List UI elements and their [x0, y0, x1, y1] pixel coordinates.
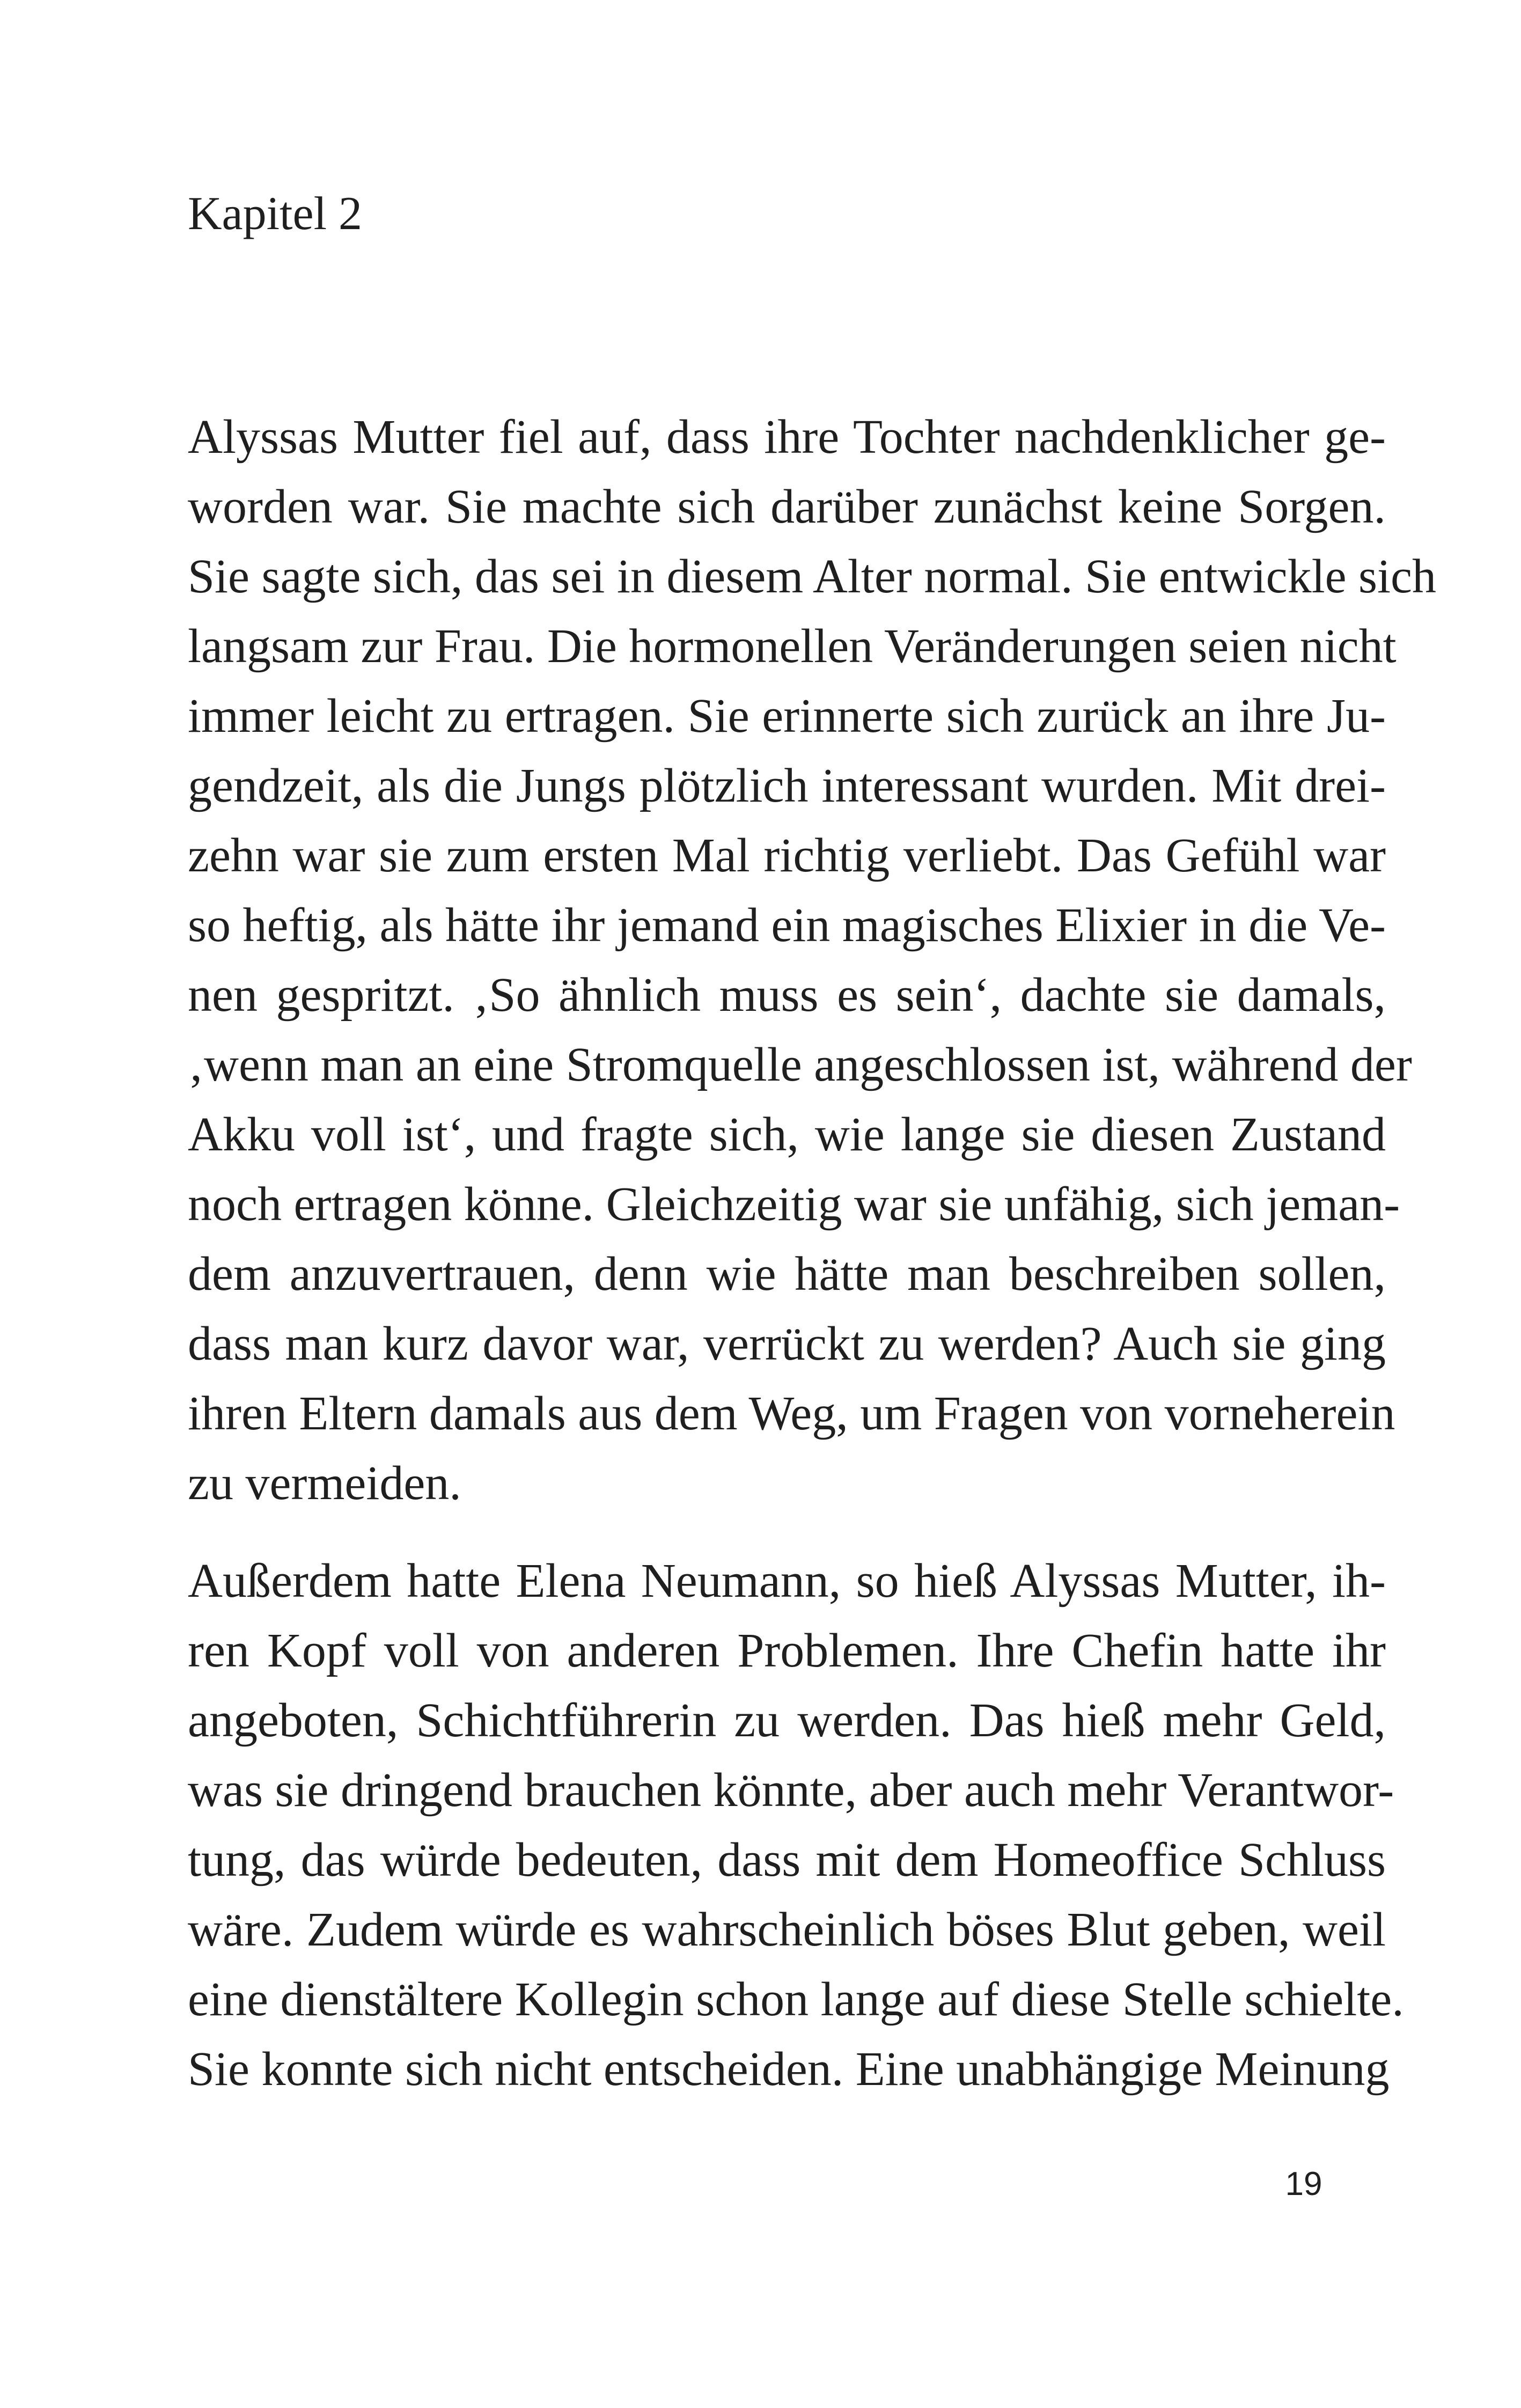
text-line: was sie dringend brauchen könnte, aber auch mehr Verantwor-: [188, 1764, 1394, 1817]
text-line: angeboten, Schichtführerin zu werden. Das hieß mehr Geld,: [188, 1694, 1386, 1747]
text-line: immer leicht zu ertragen. Sie erinnerte sich zurück an ihre Ju-: [188, 689, 1386, 743]
text-line: eine dienstältere Kollegin schon lange auf diese Stelle schielte.: [188, 1973, 1404, 2026]
text-line: dass man kurz davor war, verrückt zu werden? Auch sie ging: [188, 1317, 1386, 1370]
text-line: Außerdem hatte Elena Neumann, so hieß Alyssas Mutter, ih-: [188, 1554, 1386, 1607]
text-line: ‚wenn man an eine Stromquelle angeschlossen ist, während der: [188, 1038, 1412, 1091]
text-line: ren Kopf voll von anderen Problemen. Ihre Chefin hatte ihr: [188, 1624, 1386, 1677]
text-line: gendzeit, als die Jungs plötzlich interessant wurden. Mit drei-: [188, 759, 1386, 812]
text-line: worden war. Sie machte sich darüber zunächst keine Sorgen.: [188, 480, 1386, 533]
paragraph-1: [188, 402, 1436, 1518]
text-line: nen gespritzt. ‚So ähnlich muss es sein‘, dachte sie damals,: [188, 968, 1386, 1022]
text-line: Alyssas Mutter fiel auf, dass ihre Tochter nachdenklicher ge-: [188, 410, 1386, 464]
text-line: langsam zur Frau. Die hormonellen Veränderungen seien nicht: [188, 620, 1397, 673]
text-line: so heftig, als hätte ihr jemand ein magisches Elixier in die Ve-: [188, 899, 1386, 952]
text-line: Sie konnte sich nicht entscheiden. Eine unabhängige Meinung: [188, 2043, 1390, 2096]
text-line: dem anzuvertrauen, denn wie hätte man beschreiben sollen,: [188, 1247, 1386, 1301]
page-number: 19: [1285, 2165, 1322, 2203]
paragraph-2: [188, 1546, 1404, 2104]
text-line: wäre. Zudem würde es wahrscheinlich böses Blut geben, weil: [188, 1903, 1386, 1956]
text-line: ihren Eltern damals aus dem Weg, um Fragen von vorneherein: [188, 1387, 1395, 1440]
text-line: Sie sagte sich, das sei in diesem Alter normal. Sie entwickle sich: [188, 550, 1436, 603]
text-line: noch ertragen könne. Gleichzeitig war sie unfähig, sich jeman-: [188, 1178, 1400, 1231]
text-line: Akku voll ist‘, und fragte sich, wie lange sie diesen Zustand: [188, 1108, 1386, 1161]
chapter-title: Kapitel 2: [188, 188, 363, 240]
text-line: zehn war sie zum ersten Mal richtig verliebt. Das Gefühl war: [188, 829, 1386, 882]
text-line: tung, das würde bedeuten, dass mit dem Homeoffice Schluss: [188, 1833, 1386, 1886]
text-line: zu vermeiden.: [188, 1457, 461, 1510]
